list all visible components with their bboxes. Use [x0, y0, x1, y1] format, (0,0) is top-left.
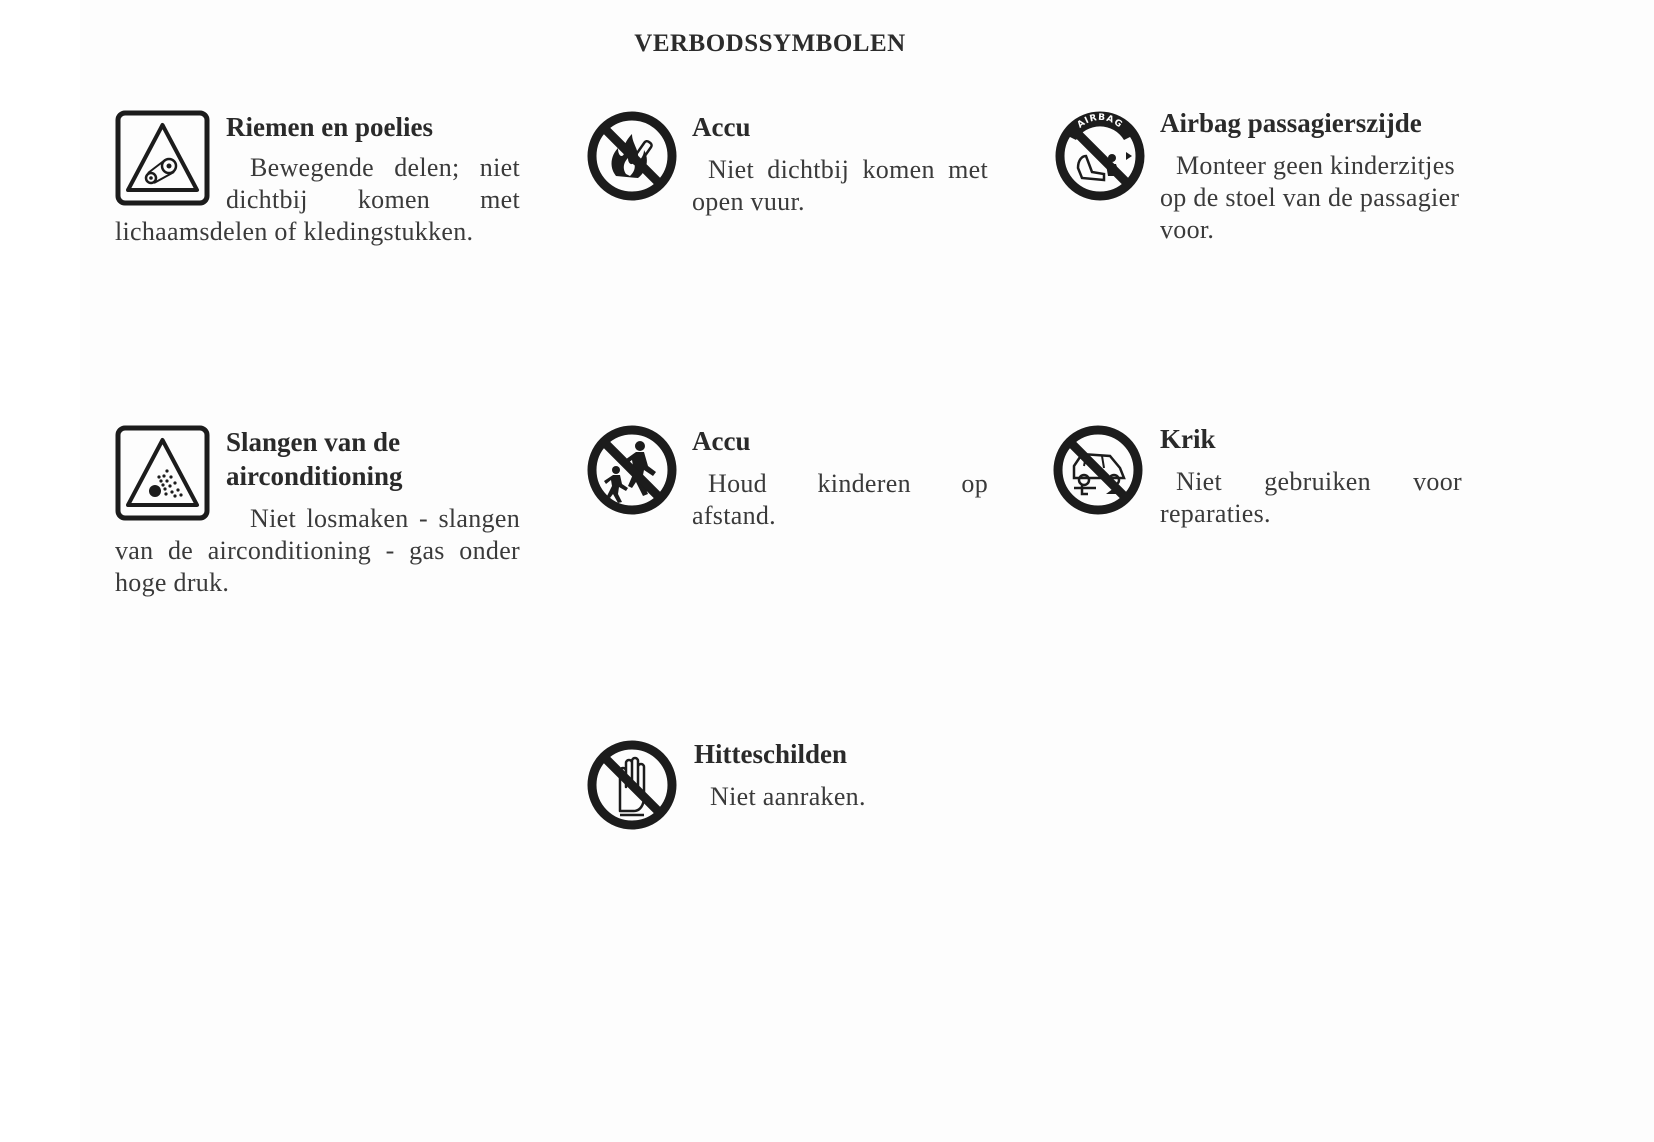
- symbol-text: Niet aanraken.: [710, 782, 866, 811]
- symbol-text: Bewegende delen; niet dichtbij komen met lichaamsdelen of kledingstukken.: [115, 153, 520, 246]
- symbol-text: Niet dichtbij komen met open vuur.: [692, 155, 988, 216]
- symbol-text: Niet gebruiken voor reparaties.: [1160, 467, 1462, 528]
- symbol-text: Monteer geen kinderzitjes op de stoel van de passagier voor.: [1160, 151, 1460, 244]
- belt-pulley-warning-icon: [115, 110, 210, 206]
- symbol-text: Niet losmaken - slangen van de airconditioning - gas onder hoge druk.: [115, 504, 520, 597]
- pressurized-gas-warning-icon: [115, 425, 210, 521]
- symbol-entry-belts: [115, 110, 520, 248]
- symbol-title: Slangen van de airconditioning: [226, 427, 403, 491]
- symbol-entry-airbag: [1054, 106, 1462, 244]
- no-open-flame-icon: [586, 110, 678, 202]
- symbol-entry-jack: [1052, 422, 1462, 528]
- no-child-seat-airbag-icon: [1054, 106, 1146, 202]
- symbol-entry-battery-flame: [586, 110, 988, 216]
- symbol-title: Accu: [692, 112, 751, 142]
- symbol-entry-battery-children: [586, 424, 988, 530]
- symbol-title: Krik: [1160, 424, 1216, 454]
- symbol-title: Airbag passagierszijde: [1160, 108, 1422, 138]
- symbol-entry-aircon-hoses: [115, 425, 520, 599]
- keep-children-away-icon: [586, 424, 678, 516]
- no-jack-repair-icon: [1052, 422, 1144, 518]
- symbol-title: Riemen en poelies: [226, 112, 433, 142]
- page-title: VERBODSSYMBOLEN: [634, 30, 906, 57]
- do-not-touch-icon: [586, 737, 678, 833]
- symbol-text: Houd kinderen op afstand.: [692, 469, 988, 530]
- symbol-entry-heat-shields: [586, 737, 926, 837]
- airbag-icon-label: AIRBAG: [1075, 112, 1125, 131]
- symbol-title: Accu: [692, 426, 751, 456]
- symbol-title: Hitteschilden: [694, 739, 847, 769]
